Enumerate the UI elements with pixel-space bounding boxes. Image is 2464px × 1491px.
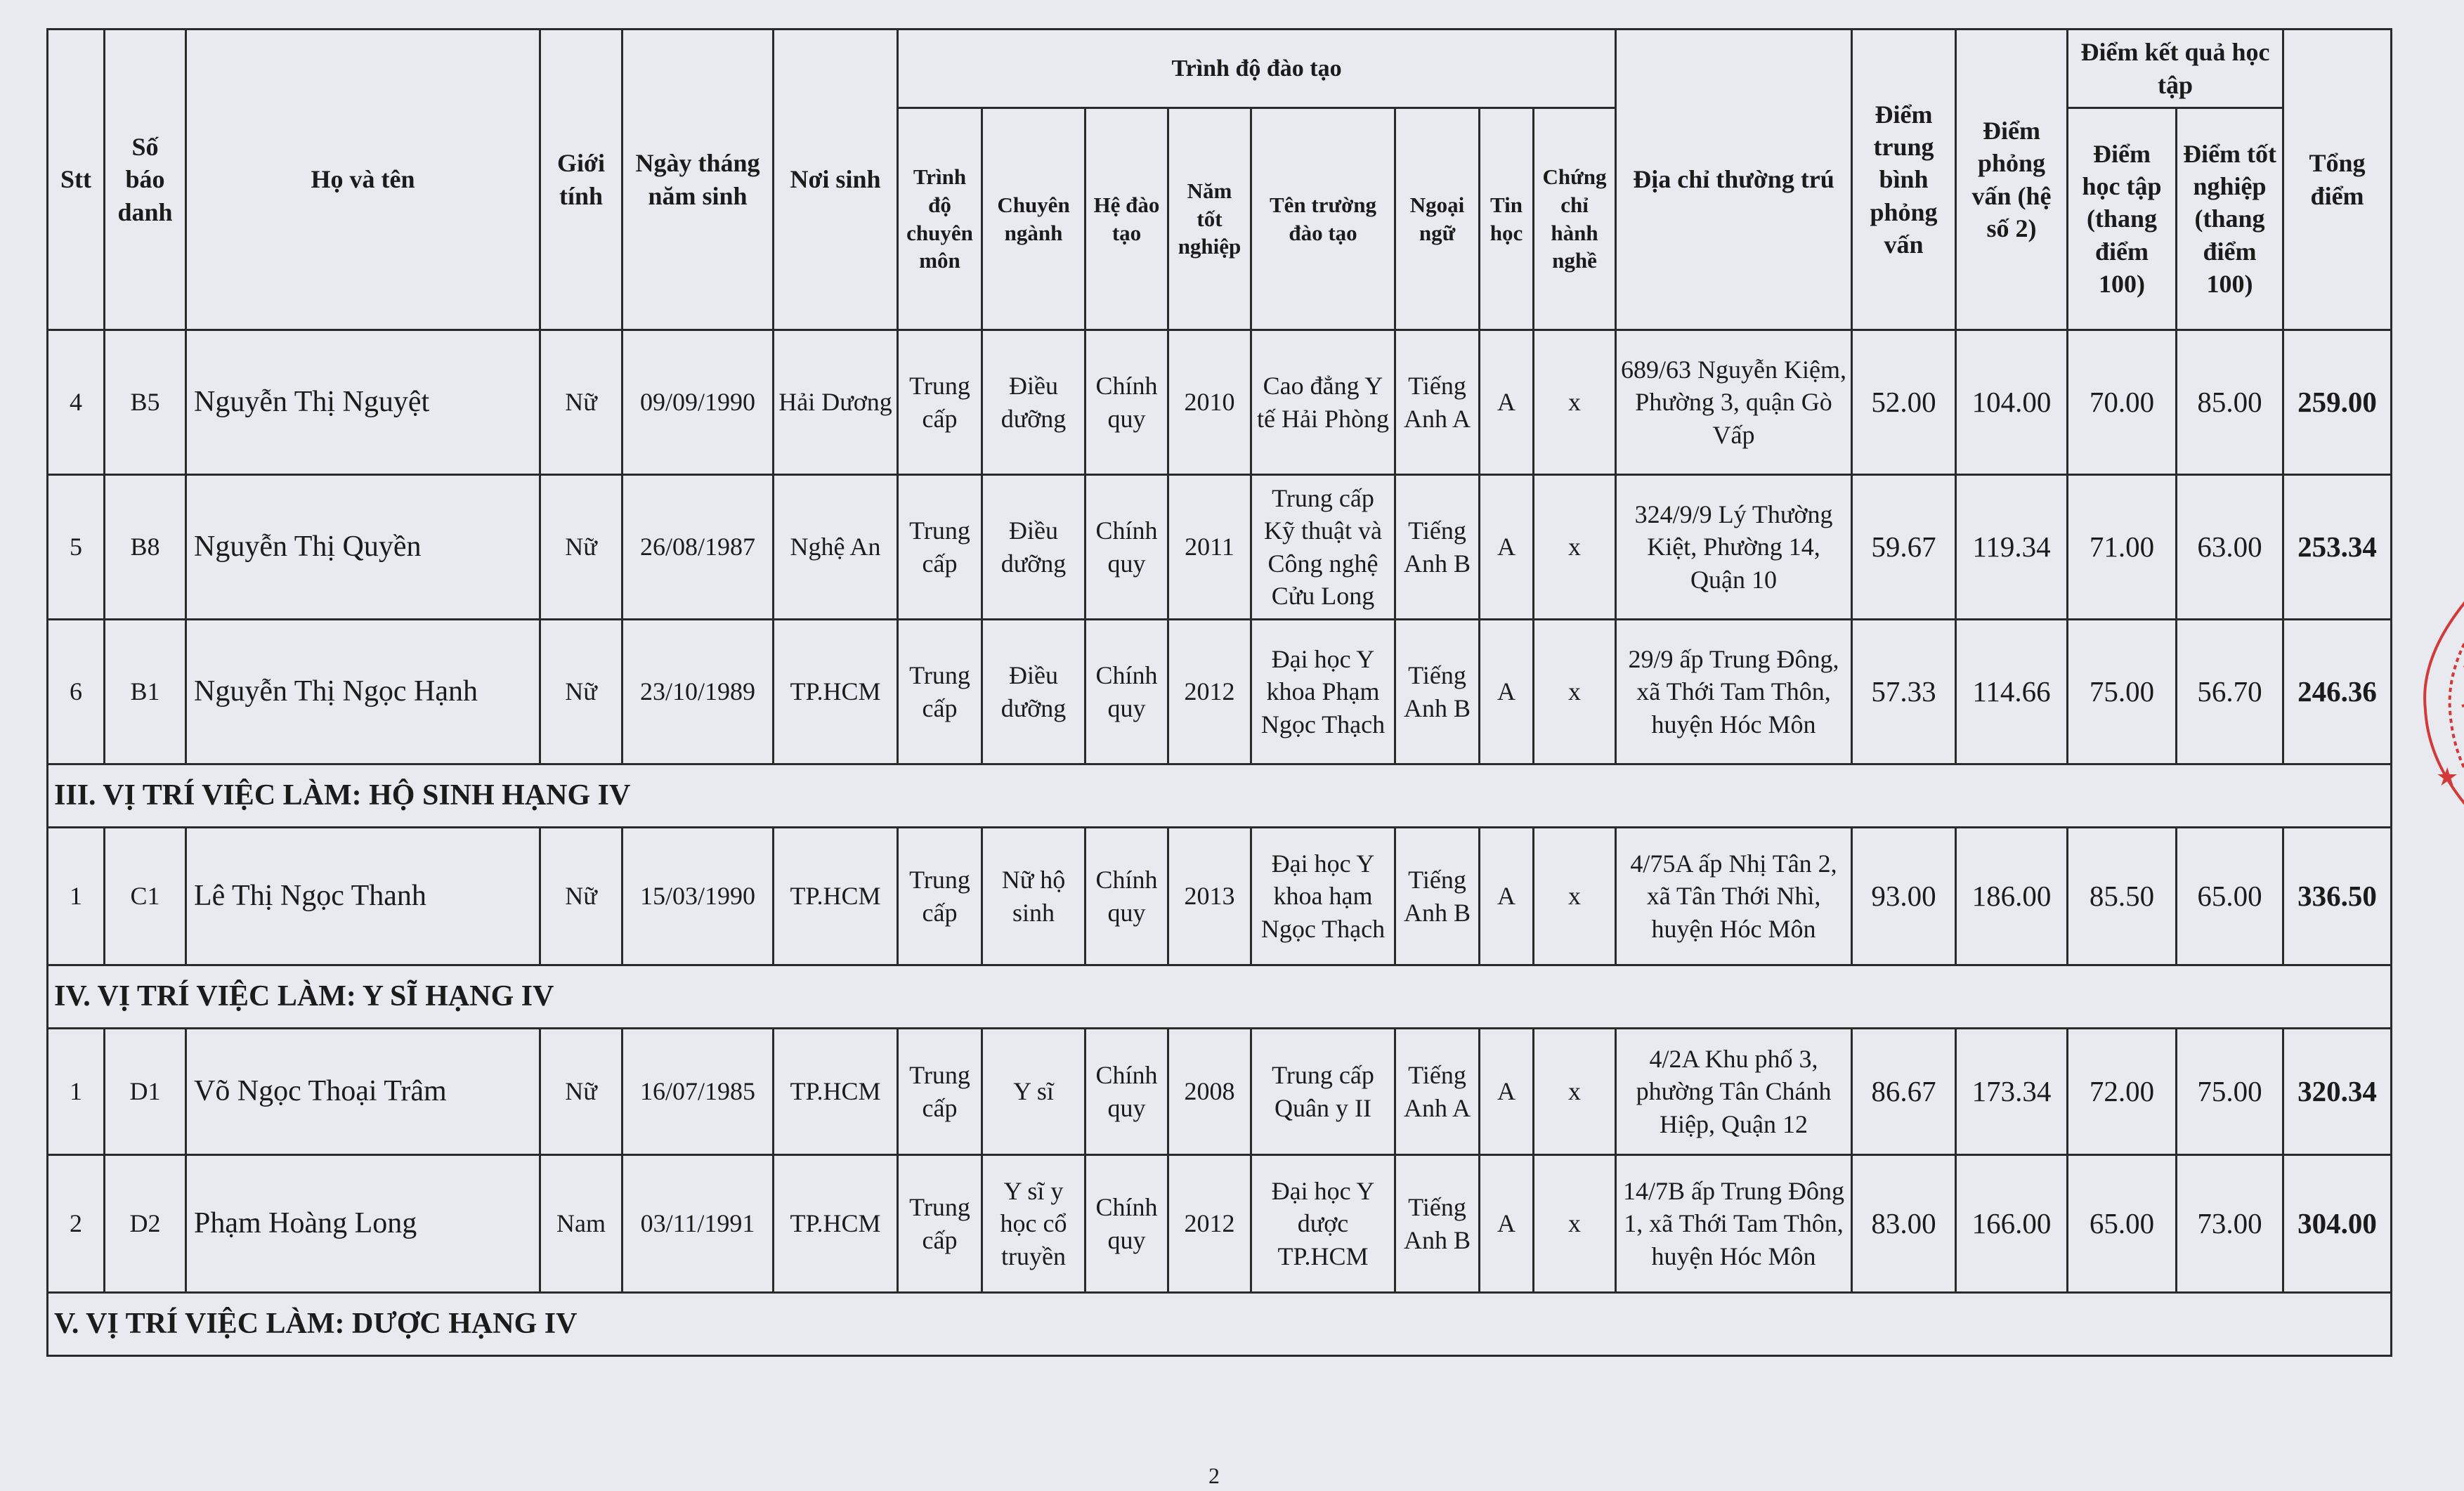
col-group-results: Điểm kết quả học tập	[2068, 30, 2283, 108]
cell-mode: Chính quy	[1086, 1029, 1168, 1155]
cell-lang: Tiếng Anh B	[1395, 1155, 1480, 1293]
section-title: III. VỊ TRÍ VIỆC LÀM: HỘ SINH HẠNG IV	[48, 764, 2392, 828]
cell-gender: Nam	[540, 1155, 622, 1293]
cell-gender: Nữ	[540, 330, 622, 475]
cell-grad-year: 2008	[1168, 1029, 1251, 1155]
table-row	[48, 828, 2392, 965]
cell-cert: x	[1534, 330, 1616, 475]
cell-school: Trung cấp Quân y II	[1251, 1029, 1395, 1155]
cell-name: Lê Thị Ngọc Thanh	[186, 828, 540, 965]
cell-grad-year: 2011	[1168, 475, 1251, 620]
col-name: Họ và tên	[186, 30, 540, 330]
svg-text:★: ★	[2436, 763, 2459, 792]
cell-birthplace: TP.HCM	[774, 1029, 898, 1155]
cell-it: A	[1480, 828, 1534, 965]
cell-grad-year: 2012	[1168, 620, 1251, 764]
cell-lang: Tiếng Anh B	[1395, 828, 1480, 965]
cell-grad-score: 85.00	[2177, 330, 2283, 475]
cell-interview-avg: 57.33	[1852, 620, 1956, 764]
cell-sbd: B8	[105, 475, 186, 620]
cell-it: A	[1480, 475, 1534, 620]
col-dob: Ngày tháng năm sinh	[622, 30, 774, 330]
cell-stt: 2	[48, 1155, 105, 1293]
table-row	[48, 475, 2392, 620]
cell-address: 4/75A ấp Nhị Tân 2, xã Tân Thới Nhì, huyện Hóc Môn	[1616, 828, 1852, 965]
candidate-results-table	[46, 28, 2392, 1357]
cell-mode: Chính quy	[1086, 475, 1168, 620]
cell-gender: Nữ	[540, 475, 622, 620]
table-row	[48, 330, 2392, 475]
cell-grad-year: 2012	[1168, 1155, 1251, 1293]
table-row	[48, 1029, 2392, 1155]
cell-school: Đại học Y dược TP.HCM	[1251, 1155, 1395, 1293]
cell-it: A	[1480, 1029, 1534, 1155]
cell-stt: 1	[48, 1029, 105, 1155]
cell-name: Nguyễn Thị Quyền	[186, 475, 540, 620]
cell-gender: Nữ	[540, 828, 622, 965]
section-header-row	[48, 965, 2392, 1029]
cell-birthplace: TP.HCM	[774, 620, 898, 764]
cell-stt: 6	[48, 620, 105, 764]
col-major: Chuyên ngành	[982, 108, 1086, 330]
cell-cert: x	[1534, 1155, 1616, 1293]
cell-lang: Tiếng Anh A	[1395, 330, 1480, 475]
cell-name: Nguyễn Thị Nguyệt	[186, 330, 540, 475]
cell-grad-score: 63.00	[2177, 475, 2283, 620]
cell-total: 304.00	[2283, 1155, 2392, 1293]
cell-school: Đại học Y khoa Phạm Ngọc Thạch	[1251, 620, 1395, 764]
cell-stt: 1	[48, 828, 105, 965]
col-level: Trình độ chuyên môn	[898, 108, 982, 330]
cell-gender: Nữ	[540, 620, 622, 764]
cell-grad-score: 65.00	[2177, 828, 2283, 965]
red-stamp-fragment	[2397, 562, 2464, 843]
cell-mode: Chính quy	[1086, 620, 1168, 764]
cell-interview-x2: 119.34	[1956, 475, 2068, 620]
cell-name: Nguyễn Thị Ngọc Hạnh	[186, 620, 540, 764]
cell-grad-score: 56.70	[2177, 620, 2283, 764]
cell-grad-score: 73.00	[2177, 1155, 2283, 1293]
cell-level: Trung cấp	[898, 828, 982, 965]
cell-study-score: 85.50	[2068, 828, 2177, 965]
col-address: Địa chỉ thường trú	[1616, 30, 1852, 330]
col-gender: Giới tính	[540, 30, 622, 330]
cell-address: 689/63 Nguyễn Kiệm, Phường 3, quận Gò Vấp	[1616, 330, 1852, 475]
cell-sbd: D2	[105, 1155, 186, 1293]
col-grad-score: Điểm tốt nghiệp (thang điểm 100)	[2177, 108, 2283, 330]
cell-major: Điều dưỡng	[982, 620, 1086, 764]
cell-study-score: 75.00	[2068, 620, 2177, 764]
cell-mode: Chính quy	[1086, 828, 1168, 965]
cell-it: A	[1480, 620, 1534, 764]
section-title: IV. VỊ TRÍ VIỆC LÀM: Y SĨ HẠNG IV	[48, 965, 2392, 1029]
cell-name: Phạm Hoàng Long	[186, 1155, 540, 1293]
col-cert: Chứng chỉ hành nghề	[1534, 108, 1616, 330]
cell-birthplace: TP.HCM	[774, 828, 898, 965]
cell-study-score: 65.00	[2068, 1155, 2177, 1293]
table-row	[48, 1155, 2392, 1293]
cell-school: Trung cấp Kỹ thuật và Công nghệ Cửu Long	[1251, 475, 1395, 620]
cell-mode: Chính quy	[1086, 330, 1168, 475]
cell-sbd: B1	[105, 620, 186, 764]
cell-dob: 03/11/1991	[622, 1155, 774, 1293]
cell-birthplace: TP.HCM	[774, 1155, 898, 1293]
cell-level: Trung cấp	[898, 475, 982, 620]
cell-total: 259.00	[2283, 330, 2392, 475]
cell-lang: Tiếng Anh B	[1395, 620, 1480, 764]
cell-total: 253.34	[2283, 475, 2392, 620]
cell-lang: Tiếng Anh A	[1395, 1029, 1480, 1155]
cell-birthplace: Hải Dương	[774, 330, 898, 475]
section-title: V. VỊ TRÍ VIỆC LÀM: DƯỢC HẠNG IV	[48, 1293, 2392, 1356]
cell-level: Trung cấp	[898, 1029, 982, 1155]
cell-dob: 16/07/1985	[622, 1029, 774, 1155]
col-sbd: Số báo danh	[105, 30, 186, 330]
cell-stt: 4	[48, 330, 105, 475]
col-group-training: Trình độ đào tạo	[898, 30, 1616, 108]
cell-lang: Tiếng Anh B	[1395, 475, 1480, 620]
cell-dob: 09/09/1990	[622, 330, 774, 475]
col-stt: Stt	[48, 30, 105, 330]
cell-major: Điều dưỡng	[982, 475, 1086, 620]
cell-major: Y sĩ y học cổ truyền	[982, 1155, 1086, 1293]
cell-interview-x2: 114.66	[1956, 620, 2068, 764]
col-total: Tổng điểm	[2283, 30, 2392, 330]
cell-address: 4/2A Khu phố 3, phường Tân Chánh Hiệp, Quận 12	[1616, 1029, 1852, 1155]
cell-dob: 26/08/1987	[622, 475, 774, 620]
cell-interview-avg: 93.00	[1852, 828, 1956, 965]
cell-major: Nữ hộ sinh	[982, 828, 1086, 965]
cell-address: 14/7B ấp Trung Đông 1, xã Thới Tam Thôn, huyện Hóc Môn	[1616, 1155, 1852, 1293]
cell-interview-avg: 86.67	[1852, 1029, 1956, 1155]
cell-dob: 15/03/1990	[622, 828, 774, 965]
cell-interview-x2: 173.34	[1956, 1029, 2068, 1155]
cell-interview-avg: 83.00	[1852, 1155, 1956, 1293]
cell-level: Trung cấp	[898, 1155, 982, 1293]
cell-mode: Chính quy	[1086, 1155, 1168, 1293]
col-interview-x2: Điểm phỏng vấn (hệ số 2)	[1956, 30, 2068, 330]
cell-gender: Nữ	[540, 1029, 622, 1155]
cell-interview-avg: 52.00	[1852, 330, 1956, 475]
table-body	[48, 330, 2392, 1356]
cell-total: 246.36	[2283, 620, 2392, 764]
cell-it: A	[1480, 1155, 1534, 1293]
cell-address: 324/9/9 Lý Thường Kiệt, Phường 14, Quận 10	[1616, 475, 1852, 620]
cell-interview-x2: 186.00	[1956, 828, 2068, 965]
cell-major: Điều dưỡng	[982, 330, 1086, 475]
cell-major: Y sĩ	[982, 1029, 1086, 1155]
col-it: Tin học	[1480, 108, 1534, 330]
cell-grad-score: 75.00	[2177, 1029, 2283, 1155]
cell-birthplace: Nghệ An	[774, 475, 898, 620]
cell-grad-year: 2013	[1168, 828, 1251, 965]
cell-name: Võ Ngọc Thoại Trâm	[186, 1029, 540, 1155]
cell-address: 29/9 ấp Trung Đông, xã Thới Tam Thôn, huyện Hóc Môn	[1616, 620, 1852, 764]
col-interview-avg: Điểm trung bình phỏng vấn	[1852, 30, 1956, 330]
page-number: 2	[1208, 1463, 1220, 1488]
cell-school: Cao đẳng Y tế Hải Phòng	[1251, 330, 1395, 475]
cell-cert: x	[1534, 475, 1616, 620]
col-lang: Ngoại ngữ	[1395, 108, 1480, 330]
cell-total: 320.34	[2283, 1029, 2392, 1155]
cell-interview-avg: 59.67	[1852, 475, 1956, 620]
section-header-row	[48, 1293, 2392, 1356]
cell-study-score: 71.00	[2068, 475, 2177, 620]
cell-level: Trung cấp	[898, 620, 982, 764]
cell-total: 336.50	[2283, 828, 2392, 965]
cell-cert: x	[1534, 828, 1616, 965]
cell-sbd: B5	[105, 330, 186, 475]
col-birthplace: Nơi sinh	[774, 30, 898, 330]
table-row	[48, 620, 2392, 764]
cell-study-score: 72.00	[2068, 1029, 2177, 1155]
section-header-row	[48, 764, 2392, 828]
cell-grad-year: 2010	[1168, 330, 1251, 475]
cell-interview-x2: 166.00	[1956, 1155, 2068, 1293]
cell-dob: 23/10/1989	[622, 620, 774, 764]
cell-cert: x	[1534, 620, 1616, 764]
cell-cert: x	[1534, 1029, 1616, 1155]
cell-sbd: C1	[105, 828, 186, 965]
cell-it: A	[1480, 330, 1534, 475]
cell-sbd: D1	[105, 1029, 186, 1155]
col-school: Tên trường đào tạo	[1251, 108, 1395, 330]
cell-study-score: 70.00	[2068, 330, 2177, 475]
cell-stt: 5	[48, 475, 105, 620]
col-grad-year: Năm tốt nghiệp	[1168, 108, 1251, 330]
col-study-score: Điểm học tập (thang điểm 100)	[2068, 108, 2177, 330]
table-header	[48, 30, 2392, 330]
cell-level: Trung cấp	[898, 330, 982, 475]
cell-interview-x2: 104.00	[1956, 330, 2068, 475]
col-mode: Hệ đào tạo	[1086, 108, 1168, 330]
cell-school: Đại học Y khoa hạm Ngọc Thạch	[1251, 828, 1395, 965]
